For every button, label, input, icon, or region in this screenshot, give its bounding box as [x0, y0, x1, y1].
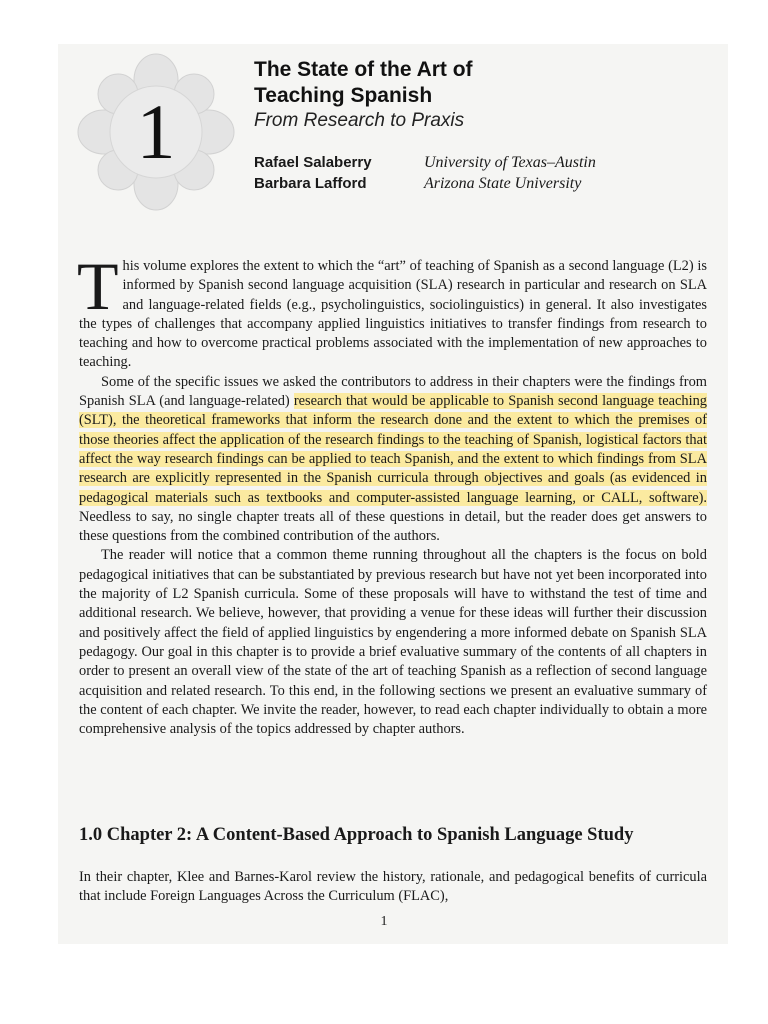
paragraph-2	[79, 373, 707, 547]
paragraph-3	[79, 546, 707, 739]
author-list	[254, 154, 694, 196]
section-paragraph: In their chapter, Klee and Barnes-Karol review the history, rationale, and pedagogical benefits of curricula that include Foreign Languages Across the Curriculum (FLAC),	[79, 869, 707, 905]
section-heading: 1.0 Chapter 2: A Content-Based Approach to Spanish Language Study	[79, 825, 634, 845]
paragraph-3-text: The reader will notice that a common theme running throughout all the chapters is the focus on bold pedagogical initiatives that can be substantiated by previous research but have not yet been incorporated into the majority of L2 Spanish curricula. Some of these proposals will have to withstand the test of time and additional research. We believe, however, that providing a venue for these ideas will further their discussion and positively affect the field of applied linguistics by engendering a more informed debate on Spanish SLA pedagogy. Our goal in this chapter is to provide a brief evaluative summary of the contents of all chapters in order to present an overall view of the state of the art of teaching Spanish as a reflection of second language acquisition and related research. To this end, in the following sections we present an evaluative summary of the content of each chapter. We invite the reader, however, to read each chapter individually to obtain a more comprehensive analysis of the topics addressed by chapter authors.	[79, 547, 707, 738]
paragraph-1	[77, 248, 707, 373]
chapter-number: 1	[136, 88, 176, 175]
body-text	[77, 248, 707, 739]
author-name: Barbara Lafford	[254, 175, 367, 192]
chapter-title-block	[254, 57, 694, 133]
drop-cap: T	[77, 248, 119, 324]
author-affiliation: Arizona State University	[424, 175, 582, 192]
paragraph-1-text: his volume explores the extent to which the “art” of teaching of Spanish as a second language (L2) is informed by Spanish second language acquisition (SLA) research in particular and research on SLA and language-related fields (e.g., psycholinguistics, sociolinguistics) in general. It also investigates the types of challenges that accompany applied linguistics initiatives to transfer findings from research to teaching and how to overcome practical problems associated with the implementation of new approaches to teaching.	[79, 258, 707, 371]
page-number: 1	[380, 914, 388, 929]
author-affiliation: University of Texas–Austin	[424, 154, 596, 171]
chapter-emblem	[76, 52, 236, 212]
author-name: Rafael Salaberry	[254, 154, 372, 171]
paragraph-2-text-before: Some of the specific issues we asked the contributors to address in their chapters were the findings from Spanish SLA (and language-related)	[79, 373, 707, 410]
chapter-subtitle: From Research to Praxis	[254, 110, 465, 131]
highlighted-passage[interactable]: research that would be applicable to Spanish second language teaching (SLT), the theoretical frameworks that inform the research done and the extent to which the premises of those theories affect the application of the research findings to the teaching of Spanish, logistical factors that affect the way research findings can be applied to teach Spanish, and the extent to which findings from SLA research are explicitly represented in the Spanish curricula through objectives and goals (as evidenced in pedagogical materials such as textbooks and computer-assisted language learning, or CALL, software).	[79, 393, 707, 506]
paragraph-2-text-after: Needless to say, no single chapter treats all of these questions in detail, but the reader does get answers to these questions from the combined contribution of the authors.	[79, 508, 707, 545]
author-row	[254, 175, 694, 196]
chapter-title-line-1: The State of the Art of	[254, 58, 473, 81]
chapter-title-line-2: Teaching Spanish	[254, 84, 433, 107]
author-row	[254, 154, 694, 175]
